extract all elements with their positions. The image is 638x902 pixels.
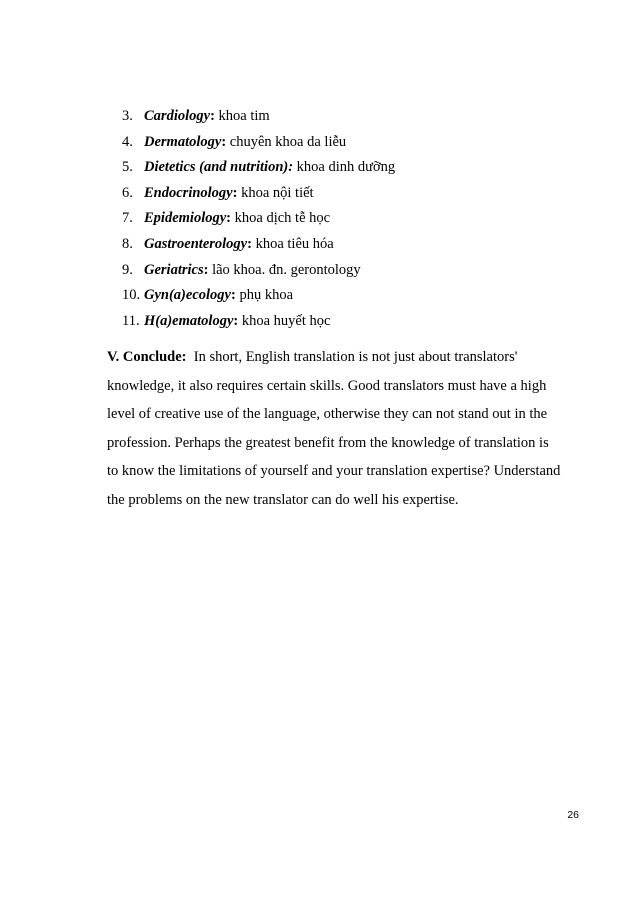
term-english: Geriatrics bbox=[144, 261, 204, 278]
term-english: Cardiology bbox=[144, 108, 211, 124]
term-translation: chuyên khoa da liễu bbox=[226, 133, 347, 150]
term-colon: : bbox=[210, 108, 215, 124]
item-number: 6. bbox=[122, 184, 133, 201]
term-translation: khoa dinh dưỡng bbox=[293, 159, 396, 176]
paragraph-line: to know the limitations of yourself and your translation expertise? Understand bbox=[107, 463, 561, 479]
item-number: 11. bbox=[122, 312, 140, 329]
term-translation: khoa nội tiết bbox=[237, 184, 314, 201]
term-colon: : bbox=[247, 235, 252, 252]
list-item bbox=[122, 181, 395, 207]
conclusion-paragraph bbox=[107, 343, 577, 514]
item-number: 3. bbox=[122, 108, 133, 124]
paragraph-line: profession. Perhaps the greatest benefit from the knowledge of translation is bbox=[107, 434, 549, 451]
item-number: 4. bbox=[122, 133, 133, 150]
term-translation: khoa tiêu hóa bbox=[251, 235, 334, 252]
paragraph-line: the problems on the new translator can do well his expertise. bbox=[107, 491, 459, 508]
item-number: 9. bbox=[122, 261, 133, 278]
list-item bbox=[122, 104, 395, 130]
term-colon: : bbox=[226, 210, 232, 227]
term-translation: khoa dịch tễ học bbox=[231, 210, 331, 227]
term-english: Gastroenterology bbox=[144, 235, 248, 252]
paragraph-line: In short, English translation is not just about translators' bbox=[186, 349, 518, 365]
list-item bbox=[122, 155, 395, 181]
term-english: Epidemiology bbox=[144, 210, 227, 227]
section-heading: V. Conclude: bbox=[107, 349, 187, 365]
term-english: H(a)ematology bbox=[144, 312, 234, 329]
term-colon: : bbox=[203, 261, 209, 278]
term-translation: khoa huyết học bbox=[238, 312, 331, 329]
list-item bbox=[122, 206, 395, 232]
term-colon: : bbox=[232, 184, 238, 201]
medical-terms-list bbox=[122, 104, 395, 334]
list-item bbox=[122, 258, 395, 284]
term-colon: : bbox=[221, 133, 227, 150]
term-english: Dermatology bbox=[144, 133, 222, 150]
term-translation: phụ khoa bbox=[235, 287, 293, 304]
list-item bbox=[122, 232, 395, 258]
item-number: 10. bbox=[122, 287, 141, 304]
term-translation: lão khoa. đn. gerontology bbox=[208, 261, 361, 278]
term-english: Endocrinology bbox=[144, 184, 233, 201]
paragraph-line: knowledge, it also requires certain skills. Good translators must have a high bbox=[107, 377, 547, 394]
list-item bbox=[122, 309, 395, 335]
item-number: 7. bbox=[122, 210, 133, 227]
list-item bbox=[122, 283, 395, 309]
term-colon: : bbox=[233, 312, 239, 329]
term-english: Dietetics (and nutrition): bbox=[144, 159, 294, 176]
item-number: 8. bbox=[122, 235, 133, 252]
item-number: 5. bbox=[122, 159, 133, 176]
term-translation: khoa tim bbox=[214, 108, 270, 124]
list-item bbox=[122, 130, 395, 156]
page-number: 26 bbox=[567, 809, 579, 821]
paragraph-line: level of creative use of the language, otherwise they can not stand out in the bbox=[107, 406, 548, 422]
term-english: Gyn(a)ecology bbox=[144, 287, 231, 304]
term-colon: : bbox=[230, 287, 236, 304]
